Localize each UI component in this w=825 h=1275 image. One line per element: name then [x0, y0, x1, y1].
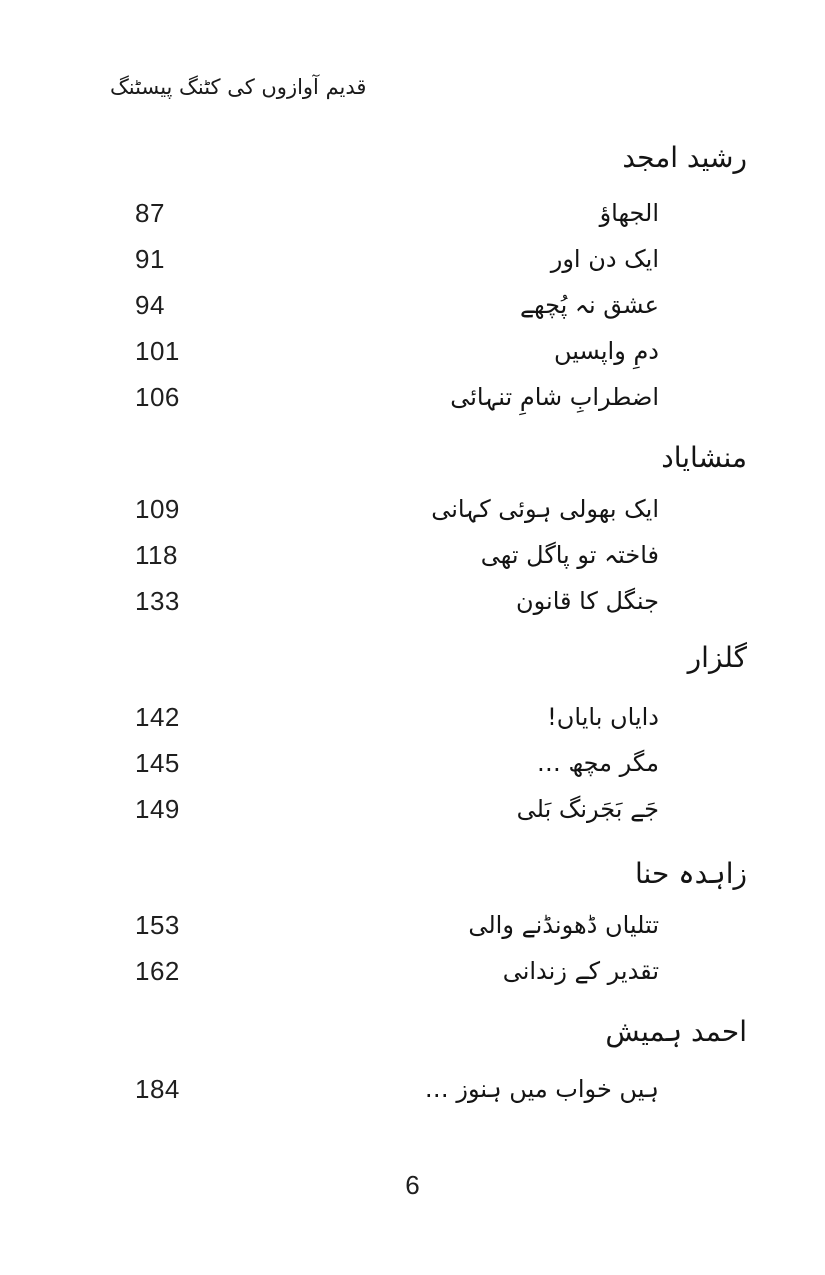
toc-page-number: 162	[135, 955, 180, 986]
toc-row	[135, 740, 747, 786]
section-author-heading: احمد ہمیش	[605, 1015, 747, 1048]
toc-section	[135, 1012, 747, 1112]
toc-section	[135, 854, 747, 994]
toc-page-number: 101	[135, 335, 180, 366]
toc-entry-title: ایک دن اور	[550, 245, 659, 273]
toc-page-number: 153	[135, 909, 180, 940]
toc-entry-title: مگر مچھ …	[536, 749, 659, 777]
table-of-contents	[135, 138, 747, 1112]
section-author-heading: زاہدہ حنا	[635, 857, 747, 890]
toc-row	[135, 694, 747, 740]
toc-entry-title: جَے بَجَرنگ بَلی	[516, 795, 659, 823]
toc-entry-title: ایک بھولی ہوئی کہانی	[431, 495, 659, 523]
toc-row	[135, 328, 747, 374]
toc-page-number: 184	[135, 1073, 180, 1104]
toc-row	[135, 902, 747, 948]
toc-row	[135, 578, 747, 624]
running-header-title: قدیم آوازوں کی کٹنگ پیسٹنگ	[110, 75, 367, 99]
toc-entry-title: تقدیر کے زندانی	[502, 957, 659, 985]
toc-entry-title: جنگل کا قانون	[516, 587, 659, 615]
toc-row	[135, 532, 747, 578]
toc-row	[135, 1066, 747, 1112]
toc-page-number: 94	[135, 289, 165, 320]
toc-row	[135, 486, 747, 532]
toc-page-number: 142	[135, 701, 180, 732]
toc-entry-title: اضطرابِ شامِ تنہائی	[450, 383, 659, 411]
page-number-folio: 6	[405, 1170, 420, 1200]
toc-row	[135, 190, 747, 236]
toc-page-number: 149	[135, 793, 180, 824]
toc-entry-title: دمِ واپسیں	[553, 337, 659, 365]
toc-entry-title: دایاں بایاں!	[547, 703, 659, 731]
toc-row	[135, 786, 747, 832]
toc-row	[135, 236, 747, 282]
toc-page-number: 87	[135, 197, 165, 228]
section-author-heading: رشید امجد	[622, 141, 747, 174]
toc-section	[135, 638, 747, 832]
toc-page-number: 91	[135, 243, 165, 274]
toc-entry-title: الجھاؤ	[599, 199, 659, 227]
toc-row	[135, 374, 747, 420]
toc-row	[135, 282, 747, 328]
toc-row	[135, 948, 747, 994]
toc-entry-title: ہیں خواب میں ہنوز …	[424, 1075, 659, 1103]
toc-section	[135, 138, 747, 420]
toc-entry-title: تتلیاں ڈھونڈنے والی	[468, 911, 659, 939]
toc-section	[135, 438, 747, 624]
toc-page-number: 133	[135, 585, 180, 616]
toc-page-number: 118	[135, 539, 178, 570]
section-author-heading: گلزار	[687, 641, 747, 674]
section-author-heading: منشایاد	[661, 441, 747, 474]
toc-entry-title: عشق نہ پُچھے	[519, 291, 659, 319]
toc-page-number: 145	[135, 747, 180, 778]
toc-page-number: 106	[135, 381, 180, 412]
toc-page-number: 109	[135, 493, 180, 524]
toc-entry-title: فاختہ تو پاگل تھی	[480, 541, 659, 569]
